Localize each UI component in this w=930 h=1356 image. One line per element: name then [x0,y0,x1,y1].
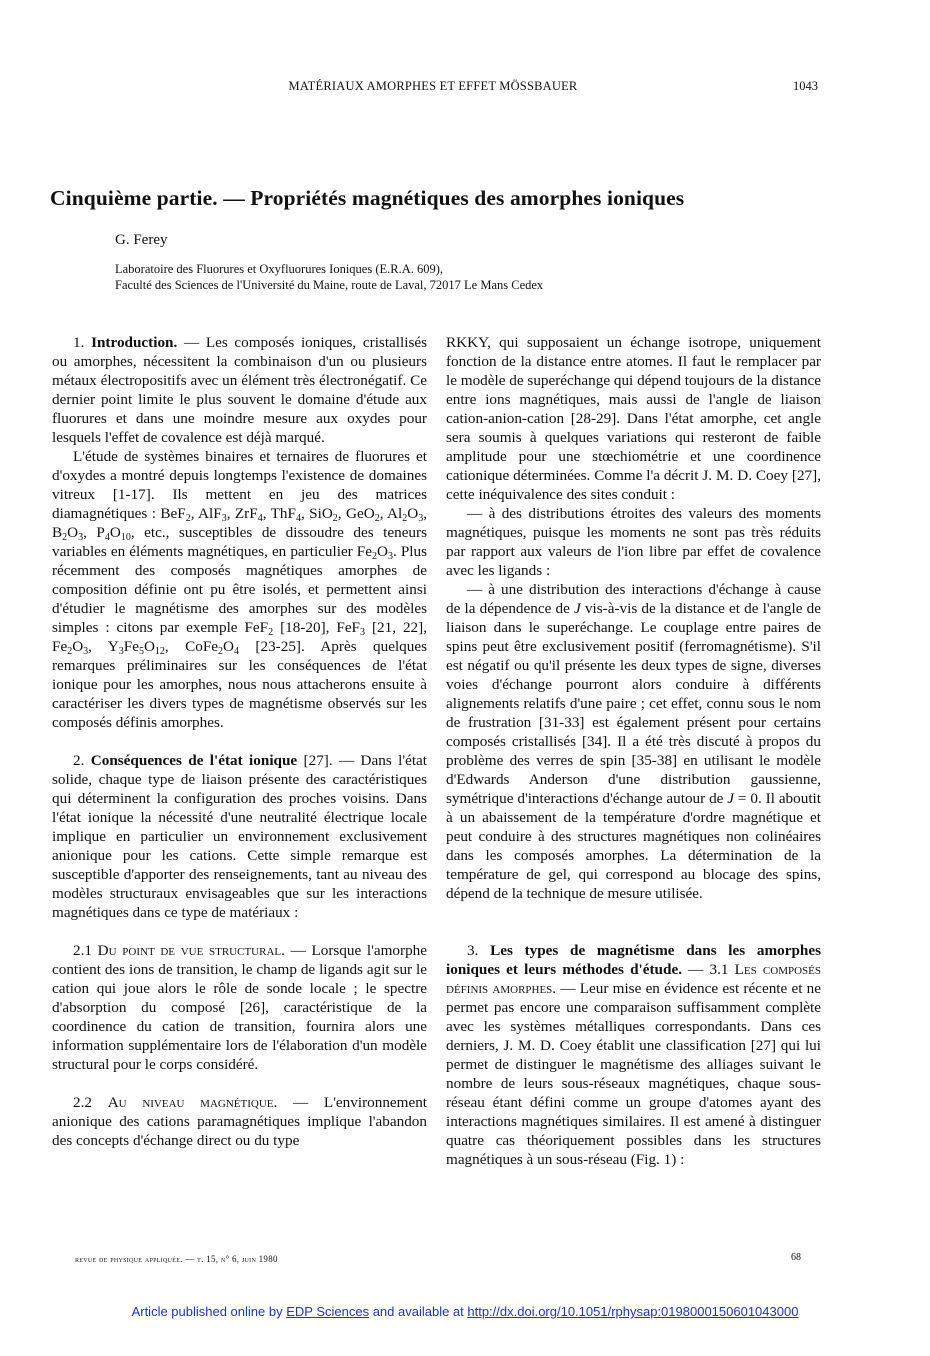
article-title: Cinquième partie. — Propriétés magnétiques des amorphes ioniques [50,186,685,210]
exchange-distribution-paragraph: — à une distribution des interactions d'échange à cause de la dépendence de J vis-à-vis de la distance et de l'angle de liaison dans le superéchange. Le couplage entre paires de spins peut être exclusivement positif (ferromagnétisme). S'il est négatif ou qu'il présente les deux types de signe, diverses voies d'échange pourront alors conduire à différents alignements relatifs d'une paire ; cet effet, connu sous le nom de frustration [31-33] est également présent pour certains composés cristallisés [34]. Il a été très discuté à propos du problème des verres de spin [35-38] en utilisant le modèle d'Edwards Anderson d'une distribution gaussienne, symétrique d'interactions d'échange autour de J = 0. Il aboutit à un abaissement de la température d'ordre magnétique et peut conduire à des structures magnétiques non colinéaires dans les composés amorphes. La détermination de la température de gel, qui correspond au blocage des spins, dépend de la technique de mesure utilisée. [446,581,821,902]
page-number: 1043 [793,79,818,93]
section-heading-3: Les types de magnétisme dans les amorphes ioniques et leurs méthodes d'étude. [446,942,822,978]
affiliation [115,261,543,293]
section-2-paragraph: 2. Conséquences de l'état ionique [27]. — Dans l'état solide, chaque type de liaison présente des caractéristiques qui déterminent la configuration des proches voisins. Dans l'état ionique la nécessité d'une neutralité électrique locale implique en particulier un environnement exclusivement anionique pour les cations. Cette simple remarque est susceptible d'apporter des renseignements, tant au niveau des modèles structuraux envisageables que sur les interactions magnétiques dans ce type de matériaux : [52,752,428,921]
doi-link[interactable]: http://dx.doi.org/10.1051/rphysap:0198000150601043000 [467,1304,799,1319]
folio-number: 68 [791,1252,801,1263]
moments-paragraph: — à des distributions étroites des valeurs des moments magnétiques, puisque les moments ne sont pas très réduits par rapport aux valeurs de l'ion libre par effet de covalence avec les ligands : [446,505,821,579]
superexchange-paragraph: RKKY, qui supposaient un échange isotrope, uniquement fonction de la distance entre atomes. Il faut le remplacer par le modèle de superéchange qui dépend toujours de la distance entre ions magnétiques, mais aussi de l'angle de liaison cation-anion-cation [28-29]. Dans l'état amorphe, cet angle sera soumis à quelques variations qui resteront de faible amplitude pour une stœchiométrie et une coordinence cationique déterminées. Comme l'a décrit J. M. D. Coey [27], cette inéquivalence des sites conduit : [446,334,821,503]
affiliation-line-1: Laboratoire des Fluorures et Oxyfluorures Ioniques (E.R.A. 609), [115,262,444,276]
section-number: 1. [73,334,92,351]
paragraph-text: — Les composés ioniques, cristallisés ou amorphes, nécessitent la combinaison d'un ou plusieurs métaux électropositifs avec un élément très électronégatif. Ce dernier point limite le plus souvent le domaine d'étude aux fluorures et dans une moindre mesure aux oxydes pour lesquels l'effet de covalence est déjà marqué. [52,334,428,446]
section-heading-3-1: Les composés définis amorphes. [446,961,821,997]
introduction-paragraph [52,333,427,447]
section-heading-introduction: Introduction. [91,334,178,351]
matrices-paragraph: L'étude de systèmes binaires et ternaires de fluorures et d'oxydes a montré depuis longtemps l'existence de domaines vitreux [1-17]. Ils mettent en jeu des matrices diamagnétiques : BeF$_2$, AlF$_3$, ZrF$_4$, ThF$_4$, SiO$_2$, GeO$_2$, $Al_2O_3$, $B_2O_3$, $P_4O_{10}$, etc., susceptibles de dissoudre des teneurs variables en éléments magnétiques, en particulier $Fe_2O_3$. Plus récemment des composés magnétiques amorphes de composition définie ont pu être isolés, et permettent ainsi d'étudier le magnétisme des amorphes sur des modèles simples : citons par exemple FeF$_2$ [18-20], FeF$_3$ [21, 22], $Fe_2O_3$, $Y_3Fe_5O_{12}$, $CoFe_2O_4$ [23-25]. Après quelques remarques préliminaires sur les conséquences de l'état ionique pour les amorphes, nous nous attacherons ensuite à caractériser les divers types de magnétisme observés sur les composés définis amorphes. [52,448,428,731]
section-2-1-paragraph: 2.1 Du point de vue structural. — Lorsque l'amorphe contient des ions de transition, le champ de ligands agit sur le cation qui joue alors le rôle de sonde locale ; le spectre d'absorption du composé [26], caractéristique de la coordinence du cation de transition, fournira alors une information supplémentaire lors de l'élaboration d'un modèle structural pour le corps considéré. [52,942,428,1073]
running-title: MATÉRIAUX AMORPHES ET EFFET MÖSSBAUER [288,79,578,93]
section-heading-2: Conséquences de l'état ionique [90,752,298,769]
journal-footer: revue de physique appliquée. — t. 15, n° 6, juin 1980 [75,1254,278,1264]
section-3-paragraph: 3. Les types de magnétisme dans les amorphes ioniques et leurs méthodes d'étude. — 3.1 Les composés définis amorphes. — Leur mise en évidence est récente et ne permet pas encore une comparaison suffisamment complète avec les systèmes métalliques correspondants. Dans ces derniers, J. M. D. Coey établit une classification [27] qui lui permet de distinguer le magnétisme des alliages suivant le nombre de leurs sous-réseaux magnétiques, chaque sous-réseau étant défini comme un groupe d'atomes ayant des interactions magnétiques similaires. Il est amené à distinguer quatre cas théoriquement possibles dans les structures magnétiques à un sous-réseau (Fig. 1) : [446,942,822,1168]
section-heading-2-2: Au niveau magnétique. [107,1094,278,1111]
author-name: G. Ferey [115,232,168,248]
section-2-2-paragraph: 2.2 Au niveau magnétique. — L'environnement anionique des cations paramagnétiques implique l'abandon des concepts d'échange direct ou du type [52,1094,428,1149]
edp-sciences-link[interactable]: EDP Sciences [286,1304,370,1319]
affiliation-line-2: Faculté des Sciences de l'Université du Maine, route de Laval, 72017 Le Mans Cedex [115,278,544,292]
section-heading-2-1: Du point de vue structural. [97,942,285,959]
publisher-bar: Article published online by EDP Sciences and available at http://dx.doi.org/10.1051/rphysap:0198000150601043000 [131,1304,799,1319]
left-column [52,333,427,1150]
right-column [446,333,821,1169]
